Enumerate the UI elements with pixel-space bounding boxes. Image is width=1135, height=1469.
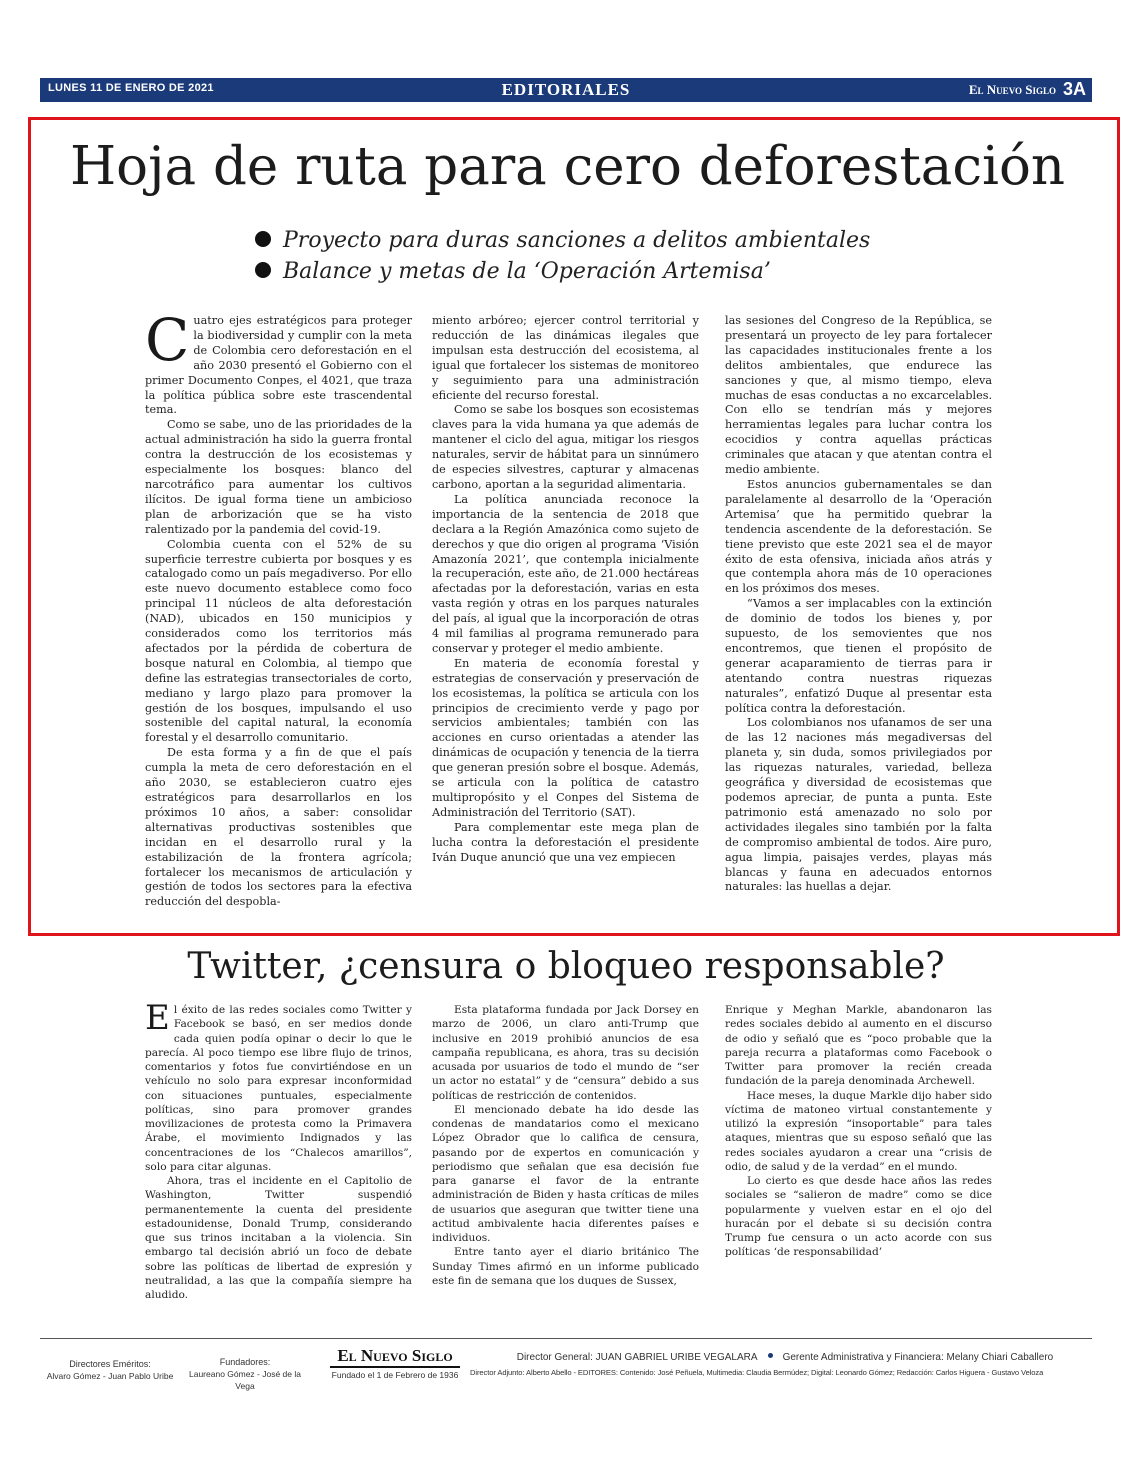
separator-dot-icon	[768, 1353, 773, 1358]
paragraph: En materia de economía forestal y estrategias de conservación y preservación de los ecosistemas, la política se articula con los principios de crecimiento verde y pago por servicios ambientales; también con las acciones en curso orientadas a atender las dinámicas de ocupación y tenencia de la tierra que generan presión sobre el bosque. Además, se articula con la política de catastro multipropósito y el Conpes del Sistema de Administración del Territorio (SAT).	[432, 656, 699, 819]
founders-names: Laureano Gómez - José de la Vega	[189, 1369, 301, 1391]
paragraph: Para complementar este mega plan de lucha contra la deforestación el presidente Iván Duque anunció que una vez empiecen	[432, 820, 699, 864]
paragraph: El mencionado debate ha ido desde las condenas de mandatarios como el mexicano López Obrador que lo califica de censura, pasando por de expertos en comunicación y periodismo que señalan que esa decisión fue para ganarse el favor de la entrante administración de Biden y hasta críticas de miles de usuarios que aseguran que twitter tiene una actitud ambivalente hacia diferentes países e individuos.	[432, 1103, 699, 1244]
editorial-2-column-1	[145, 998, 412, 1302]
paragraph: miento arbóreo; ejercer control territorial y reducción de las dinámicas ilegales que impulsan esta destrucción del ecosistema, al igual que fortalecer los sistemas de monitoreo y seguimiento para una administración eficiente del recurso forestal.	[432, 314, 699, 402]
footer-logo	[330, 1346, 460, 1382]
section-title: EDITORIALES	[501, 80, 631, 99]
paragraph: Cuatro ejes estratégicos para proteger la biodiversidad y cumplir con la meta de Colombia cero deforestación en el año 2030 presentó el Gobierno con el primer Documento Conpes, el 4021, que traza la política pública sobre este trascendental tema.	[145, 306, 412, 417]
emeritus-names: Alvaro Gómez - Juan Pablo Uribe	[46, 1371, 174, 1381]
editors-line: Director Adjunto: Alberto Abello - EDITORES: Contenido: José Peñuela, Multimedia: Claudia Bermúdez; Digital: Leonardo Gómez; Redacción: Carlos Higuera - Gustavo Veloza	[470, 1368, 1044, 1377]
paragraph: Entre tanto ayer el diario británico The Sunday Times afirmó en un informe publicado este fin de semana que los duques de Sussex,	[432, 1246, 699, 1287]
founded-date: Fundado el 1 de Febrero de 1936	[331, 1370, 459, 1380]
bullet-icon	[255, 231, 271, 247]
paragraph: Como se sabe, uno de las prioridades de la actual administración ha sido la guerra frontal contra la destrucción de los ecosistemas y especialmente los bosques: blanco del narcotráfico para aumentar los cultivos ilícitos. De igual forma tiene un ambicioso plan de arborización que se ha visto ralentizado por la pandemia del covid-19.	[145, 418, 412, 536]
summary-item: Balance y metas de la ‘Operación Artemisa’	[255, 256, 955, 287]
editorial-2-column-2	[432, 1003, 699, 1288]
editorial-1-title: Hoja de ruta para cero deforestación	[69, 136, 1066, 197]
founders-label: Fundadores:	[219, 1357, 271, 1367]
logo-text: El Nuevo Siglo	[330, 1346, 460, 1368]
editorial-1-column-1	[145, 306, 412, 910]
drop-cap: E	[145, 998, 170, 1038]
manager: Gerente Administrativa y Financiera: Melany Chiari Caballero	[782, 1352, 1054, 1363]
paragraph: Los colombianos nos ufanamos de ser una de las 12 naciones más megadiversas del planeta y, sin duda, somos privilegiados por las riquezas naturales, variedad, belleza geográfica y diversidad de ecosistemas que podemos apreciar, de punta a punta. Este patrimonio está amenazado no solo por actividades ilegales sino también por la falta de compromiso ambiental de todos. Aire puro, agua limpia, paisajes verdes, playas más blancas y fauna en adecuados entornos naturales: las huellas a dejar.	[725, 716, 992, 894]
bullet-icon	[255, 262, 271, 278]
page-number: 3A	[1062, 79, 1086, 99]
editorial-2-title: Twitter, ¿censura o bloqueo responsable?	[187, 946, 945, 987]
editorial-1-column-2	[432, 314, 699, 866]
issue-date: LUNES 11 DE ENERO DE 2021	[48, 82, 214, 94]
founders	[185, 1356, 305, 1392]
emeritus-directors	[40, 1358, 180, 1382]
paragraph: Colombia cuenta con el 52% de su superficie terrestre cubierta por bosques y es catalogado como un país megadiverso. Por ello este nuevo documento establece como foco principal 11 núcleos de alta deforestación (NAD), ubicados en 150 municipios y considerados como los territorios más afectados por la pérdida de cobertura de bosque natural en Colombia, al tiempo que define las estrategias transectoriales de corto, mediano y largo plazo para promover la gestión de los bosques, impulsando el uso sostenible del capital natural, la economía forestal y el desarrollo comunitario.	[145, 537, 412, 745]
paragraph: Como se sabe los bosques son ecosistemas claves para la vida humana ya que además de mantener el ciclo del agua, mitigar los riesgos naturales, servir de hábitat para un sinnúmero de especies silvestres, capturar y almacenas carbono, aportan a la seguridad alimentaria.	[432, 403, 699, 491]
summary-item: Proyecto para duras sanciones a delitos ambientales	[255, 225, 955, 256]
paragraph: “Vamos a ser implacables con la extinción de dominio de todos los bienes y, por supuesto, de los semovientes que nos encontremos, que tienen el propósito de generar acaparamiento de tierras para ir atentando contra nuestras riquezas naturales”, enfatizó Duque al presentar esta política contra la deforestación.	[725, 597, 992, 715]
paragraph: De esta forma y a fin de que el país cumpla la meta de cero deforestación en el año 2030, se establecieron cuatro ejes estratégicos para desarrollarlos en los próximos 10 años, a saber: consolidar alternativas productivas sostenibles que incidan en el desarrollo rural y la estabilización de la frontera agrícola; fortalecer los mecanismos de articulación y gestión de todos los sectores para la efectiva reducción del despobla-	[145, 746, 412, 909]
staff-credits	[470, 1350, 1100, 1380]
paragraph: las sesiones del Congreso de la República, se presentará un proyecto de ley para fortalecer las capacidades institucionales frente a los delitos ambientales, que endurece las sanciones y que, al mismo tiempo, eleva muchas de esas conductas a no excarcelables. Con ello se tendrían más y mejores herramientas legales para luchar contra los ecocidios y contra aquellas prácticas criminales que atacan y que atentan contra el medio ambiente.	[725, 314, 992, 477]
paragraph: Estos anuncios gubernamentales se dan paralelamente al desarrollo de la ‘Operación Artemisa’ que ha permitido quebrar la tendencia ascendente de la deforestación. Se tiene previsto que este 2021 sea el de mayor éxito de esta ofensiva, iniciada años atrás y que contempla ahora más de 10 operaciones en los próximos dos meses.	[725, 477, 992, 596]
paragraph: El éxito de las redes sociales como Twitter y Facebook se basó, en ser medios donde cada quien podía opinar o decir lo que le parecía. Al poco tiempo ese libre flujo de trinos, comentarios y fotos fue convirtiéndose en un vehículo no solo para expresar inconformidad con situaciones puntuales, especialmente políticas, sino para promover grandes movilizaciones de protesta como la Primavera Árabe, el movimiento Indignados y las concentraciones de los “Chalecos amarillos”, solo para citar algunas.	[145, 998, 412, 1173]
drop-cap: C	[145, 306, 190, 374]
emeritus-label: Directores Eméritos:	[69, 1359, 151, 1369]
editorial-1-column-3	[725, 314, 992, 895]
page-header-bar	[40, 78, 1092, 102]
paragraph: Lo cierto es que desde hace años las redes sociales se “salieron de madre” como se dice popularmente y vuelven estar en el ojo del huracán por el debate si su decisión contra Trump fue censura o un acto acorde con sus políticas ‘de responsabilidad’	[725, 1175, 992, 1259]
paragraph: La política anunciada reconoce la importancia de la sentencia de 2018 que declara a la Región Amazónica como sujeto de derechos y que dio origen al programa ‘Visión Amazonía 2021’, que contempla inicialmente la recuperación, este año, de 21.000 hectáreas afectadas por la deforestación, varias en esta vasta región y otras en los parques naturales del país, al igual que la incorporación de otras 4 mil familias al programa remunerado para conservar y proteger el medio ambiente.	[432, 492, 699, 655]
footer-divider	[40, 1338, 1092, 1339]
director-general: Director General: JUAN GABRIEL URIBE VEGALARA	[516, 1352, 758, 1363]
paragraph: Hace meses, la duque Markle dijo haber sido víctima de matoneo virtual constantemente y utilizó la expresión “insoportable” para tales ataques, mientras que su esposo señaló que las redes sociales ayudaron a crear una “crisis de odio, de salud y de la verdad” en el mundo.	[725, 1089, 992, 1173]
paragraph: Esta plataforma fundada por Jack Dorsey en marzo de 2006, un claro anti-Trump que inclusive en 2019 prohibió anuncios de esa campaña republicana, es ahora, tras su decisión acusada por usuarios de todo el mundo de “ser un actor no estatal” y de “censura” debido a sus políticas de restricción de contenidos.	[432, 1004, 699, 1102]
paragraph: Enrique y Meghan Markle, abandonaron las redes sociales debido al aumento en el discurso de odio y señaló que es “poco probable que la pareja recurra a plataformas como Facebook o Twitter para promover la recién creada fundación de la pareja denominada Archewell.	[725, 1004, 992, 1088]
newspaper-name: El Nuevo Siglo	[968, 82, 1056, 97]
editorial-2-column-3	[725, 1003, 992, 1260]
editorial-1-summary	[255, 225, 955, 287]
paragraph: Ahora, tras el incidente en el Capitolio de Washington, Twitter suspendió permanentemente la cuenta del presidente estadounidense, Donald Trump, considerando que sus trinos incitaban a la violencia. Sin embargo tal decisión abrió un foco de debate sobre las políticas de libertad de expresión y neutralidad, a las que la compañía siempre ha aludido.	[145, 1175, 412, 1301]
